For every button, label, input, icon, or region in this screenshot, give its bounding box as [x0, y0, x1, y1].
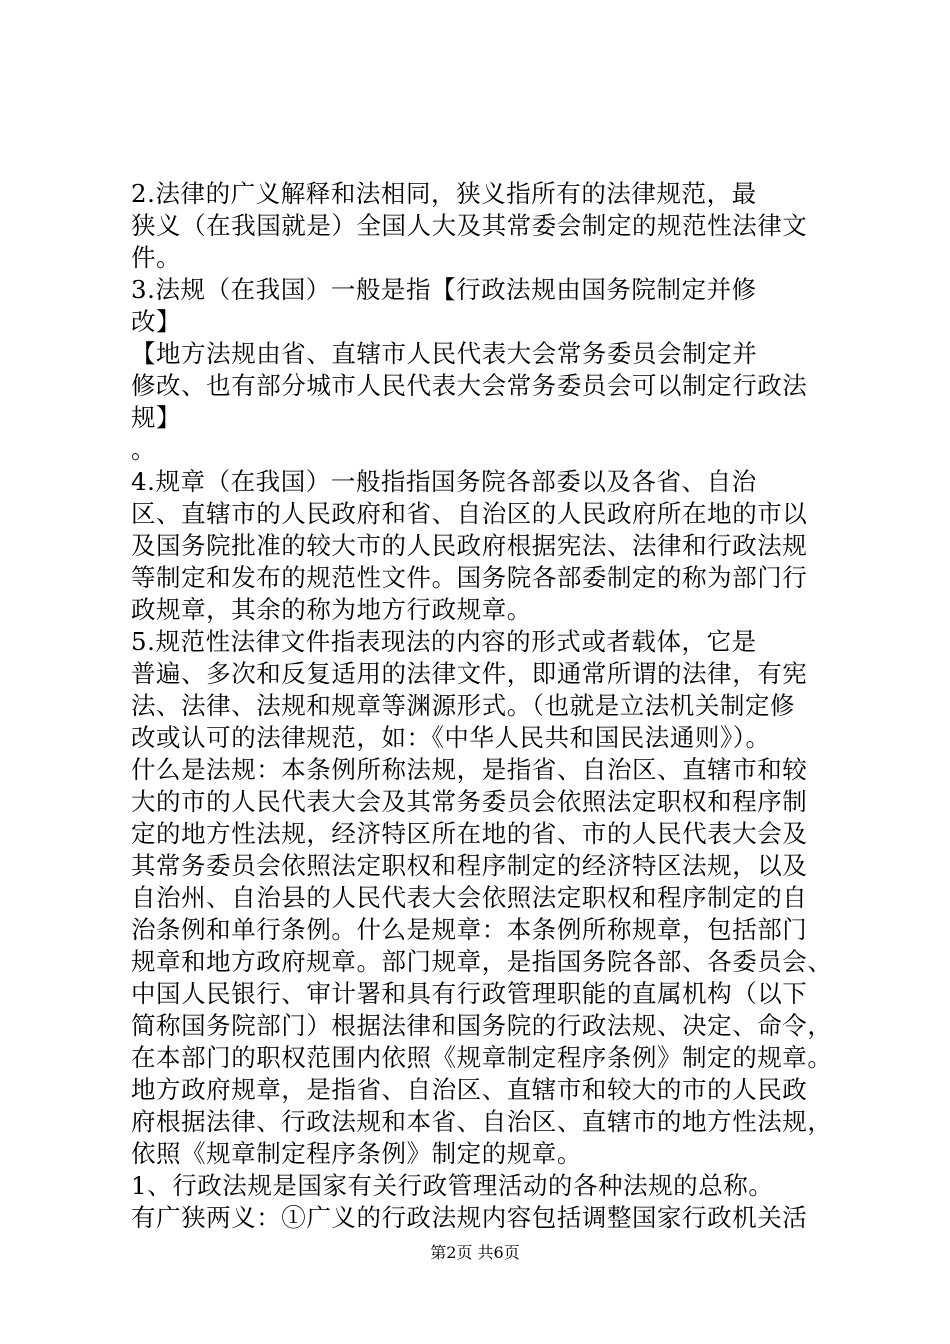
text-line: 治条例和单行条例。什么是规章：本条例所称规章，包括部门 — [131, 915, 808, 944]
text-line: 普遍、多次和反复适用的法律文件，即通常所谓的法律，有宪 — [131, 659, 808, 688]
page-number-label: 第2页 共6页 — [430, 1243, 520, 1262]
text-line: 什么是法规：本条例所称法规，是指省、自治区、直辖市和较 — [131, 755, 808, 784]
text-line: 府根据法律、行政法规和本省、自治区、直辖市的地方性法规， — [131, 1107, 833, 1136]
text-line: 。 — [131, 435, 157, 464]
text-line: 等制定和发布的规范性文件。国务院各部委制定的称为部门行 — [131, 563, 808, 592]
text-line: 其常务委员会依照法定职权和程序制定的经济特区法规，以及 — [131, 851, 808, 880]
text-line: 4.规章（在我国）一般指指国务院各部委以及各省、自治 — [131, 467, 757, 496]
text-line: 简称国务院部门）根据法律和国务院的行政法规、决定、命令， — [131, 1011, 833, 1040]
text-line: 改】 — [131, 307, 182, 336]
text-line: 3.法规（在我国）一般是指【行政法规由国务院制定并修 — [131, 275, 757, 304]
text-line: 修改、也有部分城市人民代表大会常务委员会可以制定行政法 — [131, 371, 808, 400]
text-line: 中国人民银行、审计署和具有行政管理职能的直属机构（以下 — [131, 979, 808, 1008]
text-line: 2.法律的广义解释和法相同，狭义指所有的法律规范，最 — [131, 179, 757, 208]
text-line: 有广狭两义：①广义的行政法规内容包括调整国家行政机关活 — [131, 1203, 808, 1232]
text-line: 1、行政法规是国家有关行政管理活动的各种法规的总称。 — [131, 1171, 774, 1200]
text-line: 【地方法规由省、直辖市人民代表大会常务委员会制定并 — [131, 339, 758, 368]
text-line: 法、法律、法规和规章等渊源形式。（也就是立法机关制定修 — [131, 691, 796, 720]
text-line: 狭义（在我国就是）全国人大及其常委会制定的规范性法律文 — [131, 211, 808, 240]
text-line: 依照《规章制定程序条例》制定的规章。 — [131, 1139, 582, 1168]
page-footer — [0, 1243, 950, 1263]
text-line: 政规章，其余的称为地方行政规章。 — [131, 595, 532, 624]
text-line: 在本部门的职权范围内依照《规章制定程序条例》制定的规章。 — [131, 1043, 833, 1072]
text-line: 大的市的人民代表大会及其常务委员会依照法定职权和程序制 — [131, 787, 808, 816]
text-line: 区、直辖市的人民政府和省、自治区的人民政府所在地的市以 — [131, 499, 808, 528]
text-line: 规章和地方政府规章。部门规章，是指国务院各部、各委员会、 — [131, 947, 833, 976]
text-line: 件。 — [131, 243, 182, 272]
text-line: 自治州、自治县的人民代表大会依照法定职权和程序制定的自 — [131, 883, 808, 912]
text-line: 5.规范性法律文件指表现法的内容的形式或者载体，它是 — [131, 627, 757, 656]
text-line: 及国务院批准的较大市的人民政府根据宪法、法律和行政法规 — [131, 531, 808, 560]
text-line: 地方政府规章，是指省、自治区、直辖市和较大的市的人民政 — [131, 1075, 808, 1104]
text-line: 定的地方性法规，经济特区所在地的省、市的人民代表大会及 — [131, 819, 808, 848]
text-line: 规】 — [131, 403, 182, 432]
text-line: 改或认可的法律规范，如：《中华人民共和国民法通则》）。 — [131, 723, 771, 752]
